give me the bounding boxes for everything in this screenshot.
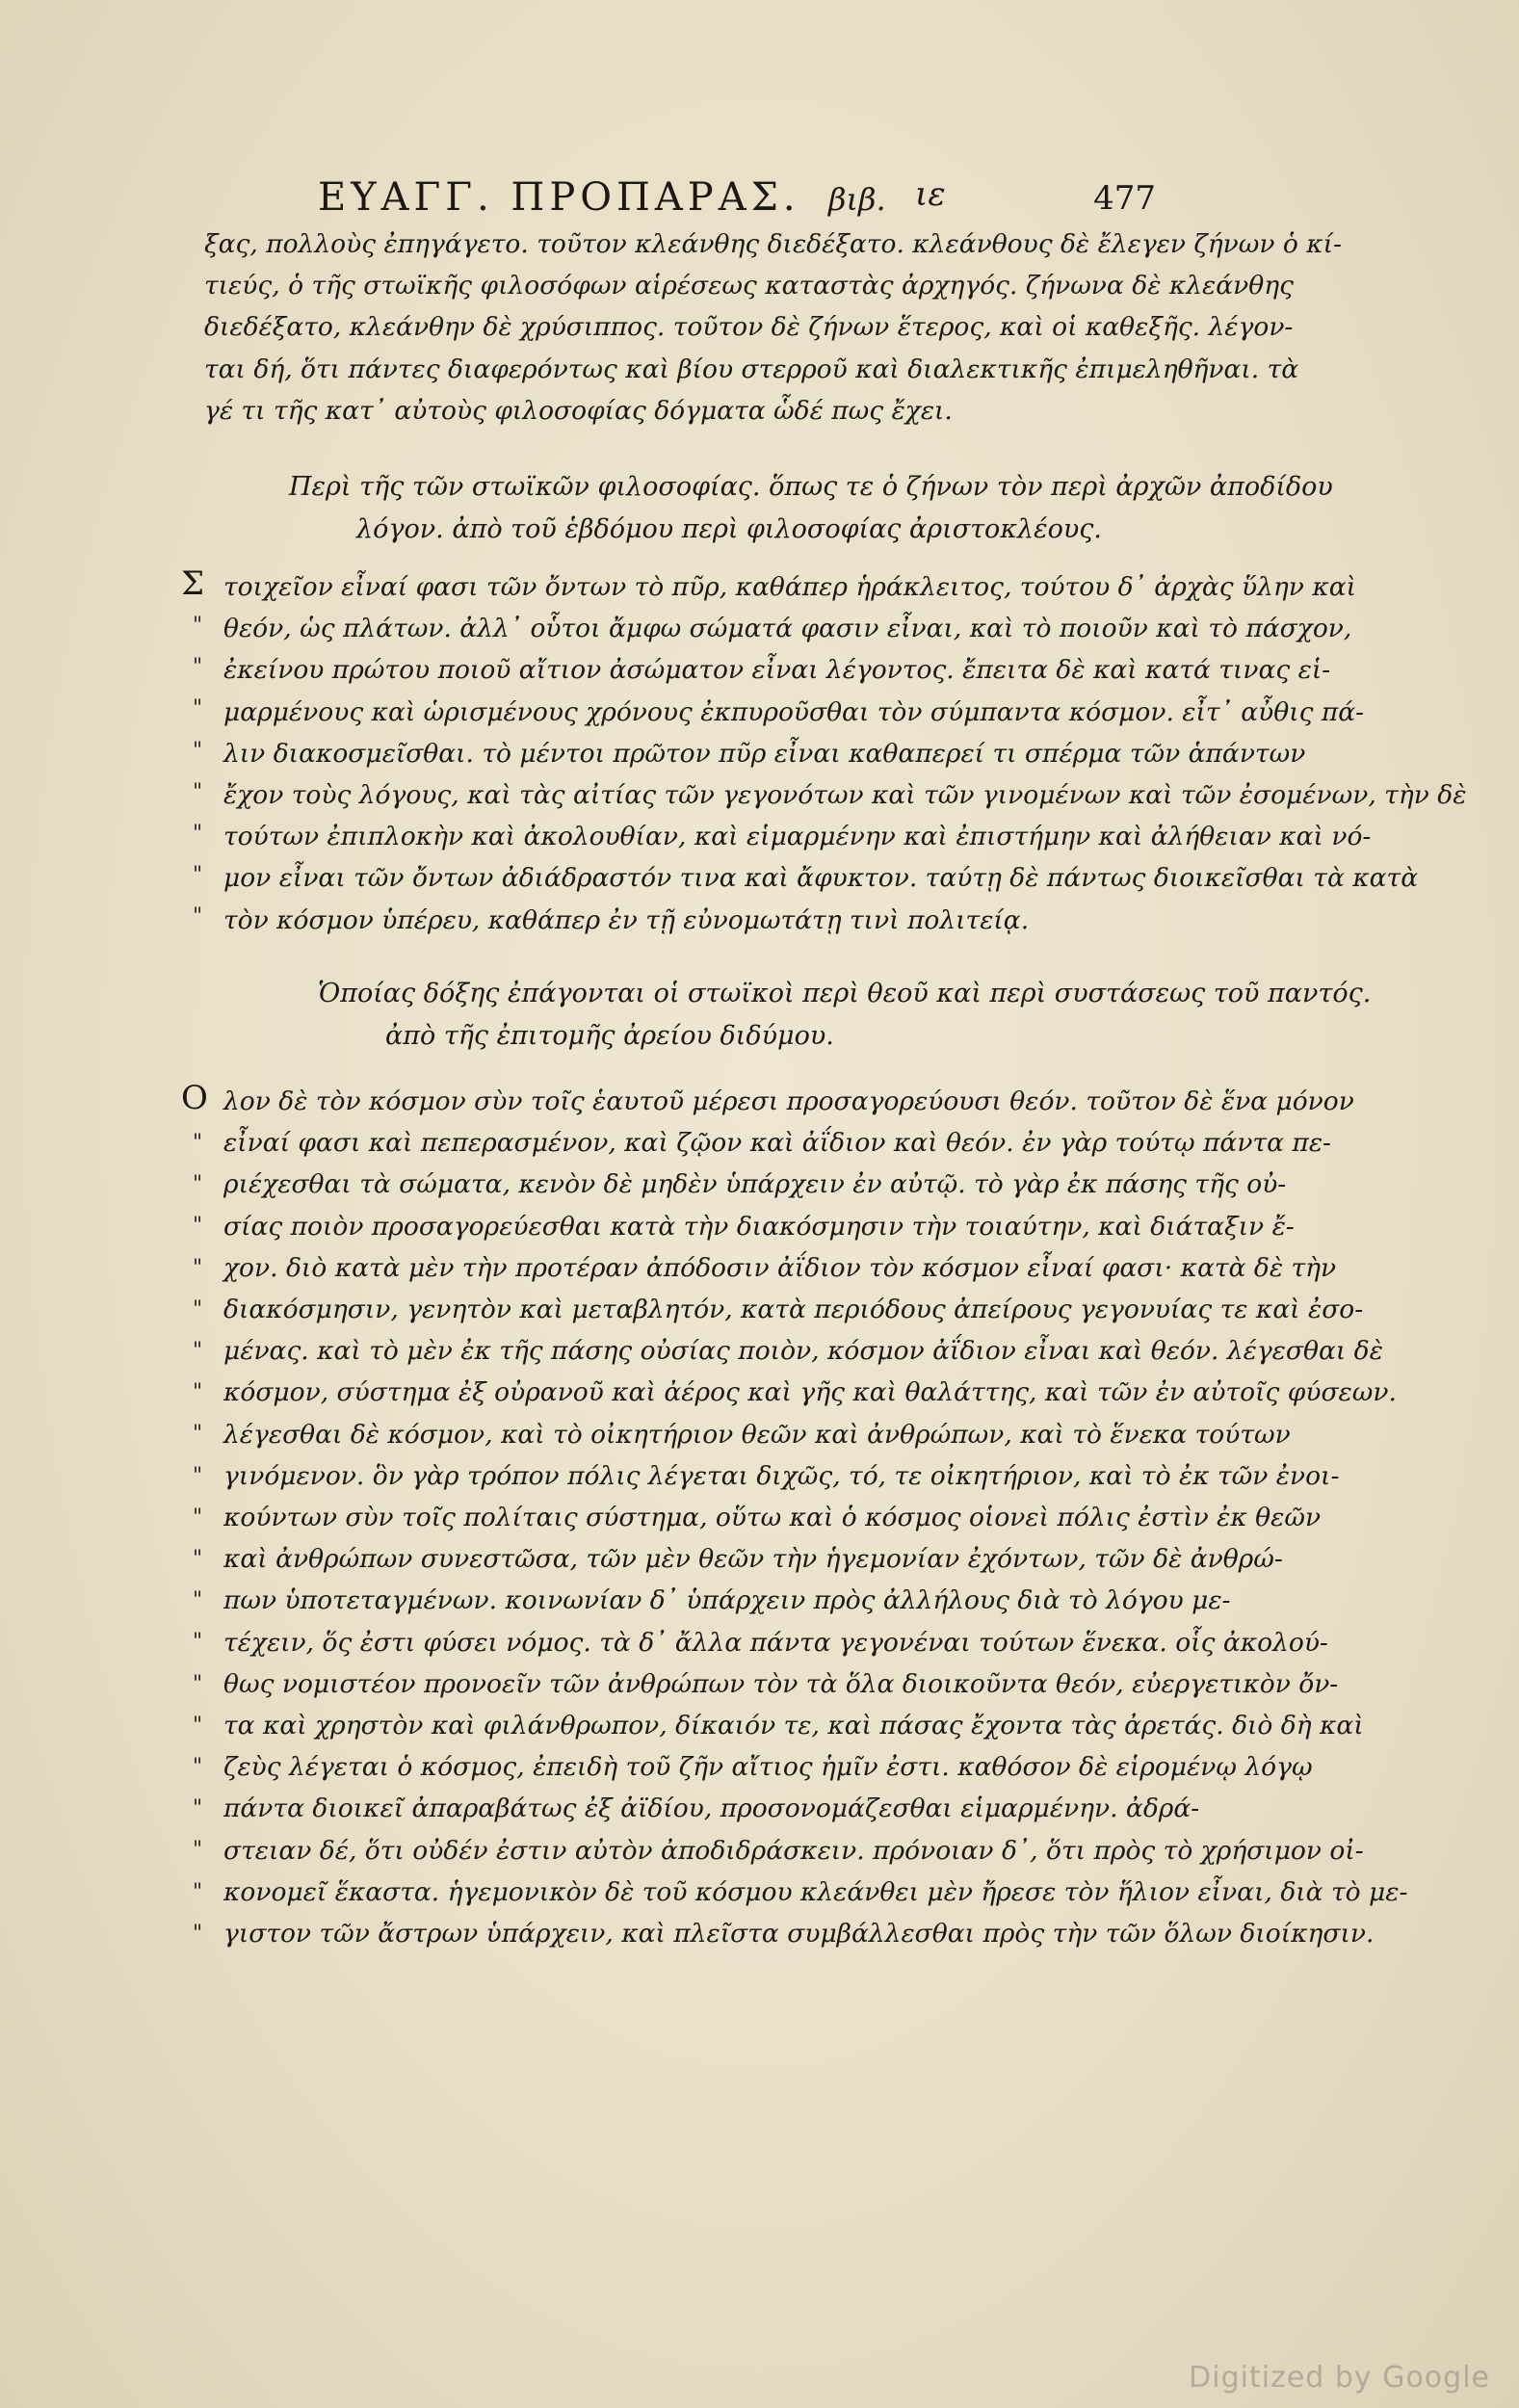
quotation-marks: " " " " " " " " [193,614,203,929]
text-line: λον δὲ τὸν κόσμον σὺν τοῖς ἑαυτοῦ μέρεσι προσαγορεύουσι θεόν. τοῦτον δὲ ἕνα μόνον [223,1086,1354,1116]
text-line: ται δή, ὅτι πάντες διαφερόντως καὶ βίου στερροῦ καὶ διαλεκτικῆς ἐπιμεληθῆναι. τὰ [204,353,1299,384]
text-line: λιν διακοσμεῖσθαι. τὸ μέντοι πρῶτον πῦρ εἶναι καθαπερεί τι σπέρμα τῶν ἁπάντων [223,738,1306,769]
text-line: τιεύς, ὁ τῆς στωϊκῆς φιλοσόφων αἱρέσεως καταστὰς ἀρχηγός. ζήνωνα δὲ κλεάνθης [204,271,1294,301]
text-line: γιστον τῶν ἄστρων ὑπάρχειν, καὶ πλεῖστα συμβάλλεσθαι πρὸς τὴν τῶν ὅλων διοίκησιν. [223,1919,1375,1950]
text-line: πων ὑποτεταγμένων. κοινωνίαν δ᾽ ὑπάρχειν πρὸς ἀλλήλους διὰ τὸ λόγου με- [223,1585,1231,1616]
text-line: τέχειν, ὅς ἐστι φύσει νόμος. τὰ δ᾽ ἄλλα πάντα γεγονέναι τούτων ἕνεκα. οἷς ἀκολού- [223,1627,1328,1658]
heading-line: Ὁποίας δόξης ἐπάγονται οἱ στωϊκοὶ περὶ θεοῦ καὶ περὶ συστάσεως τοῦ παντός. [318,979,1372,1008]
text-line: ζεὺς λέγεται ὁ κόσμος, ἐπειδὴ τοῦ ζῆν αἴτιος ἡμῖν ἐστι. καθόσον δὲ εἱρομένῳ λόγῳ [223,1752,1313,1783]
text-line: κόσμον, σύστημα ἐξ οὐρανοῦ καὶ ἀέρος καὶ γῆς καὶ θαλάττης, καὶ τῶν ἐν αὐτοῖς φύσεων. [223,1377,1397,1408]
heading-line: λόγον. ἀπὸ τοῦ ἑβδόμου περὶ φιλοσοφίας ἀριστοκλέους. [356,514,1102,544]
text-line: θεόν, ὡς πλάτων. ἀλλ᾽ οὗτοι ἄμφω σώματά φασιν εἶναι, καὶ τὸ ποιοῦν καὶ τὸ πάσχον, [223,614,1352,644]
text-line: χον. διὸ κατὰ μὲν τὴν προτέραν ἀπόδοσιν ἀΐδιον τὸν κόσμον εἶναί φασι· κατὰ δὲ τὴν [223,1252,1337,1283]
text-line: μον εἶναι τῶν ὄντων ἀδιάδραστόν τινα καὶ ἄφυκτον. ταύτῃ δὲ πάντως διοικεῖσθαι τὰ κατὰ [223,863,1419,894]
text-line: κονομεῖ ἕκαστα. ἡγεμονικὸν δὲ τοῦ κόσμου κλεάνθει μὲν ἤρεσε τὸν ἥλιον εἶναι, διὰ τὸ με- [223,1876,1408,1907]
quotation-marks: " " " " " " " " " " " " " " " " " " " " [193,1131,203,1946]
heading-line: Περὶ τῆς τῶν στωϊκῶν φιλοσοφίας. ὅπως τε ὁ ζήνων τὸν περὶ ἀρχῶν ἀποδίδου [289,472,1333,502]
text-line: θως νομιστέον προνοεῖν τῶν ἀνθρώπων τὸν τὰ ὅλα διοικοῦντα θεόν, εὐεργετικὸν ὄν- [223,1668,1339,1699]
section-heading-2 [318,973,1372,1058]
initial-letter-sigma: Σ [181,564,205,603]
running-title: ΕΥΑΓΓ. ΠΡΟΠΑΡΑΣ. [318,175,800,220]
text-line: μένας. καὶ τὸ μὲν ἐκ τῆς πάσης οὐσίας ποιὸν, κόσμον ἀΐδιον εἶναι καὶ θεόν. λέγεσθαι δὲ [223,1336,1383,1367]
text-line: τα καὶ χρηστὸν καὶ φιλάνθρωπον, δίκαιόν τε, καὶ πάσας ἔχοντα τὰς ἀρετάς. διὸ δὴ καὶ [223,1711,1364,1741]
text-line: σίας ποιὸν προσαγορεύεσθαι κατὰ τὴν διακόσμησιν τὴν τοιαύτην, καὶ διάταξιν ἔ- [223,1211,1295,1242]
initial-letter-omicron: Ο [181,1079,208,1117]
text-line: τούτων ἐπιπλοκὴν καὶ ἀκολουθίαν, καὶ εἱμαρμένην καὶ ἐπιστήμην καὶ ἀλήθειαν καὶ νό- [223,822,1372,852]
text-line: ἐκείνου πρώτου ποιοῦ αἴτιον ἀσώματον εἶναι λέγοντος. ἔπειτα δὲ καὶ κατά τινας εἱ- [223,655,1331,686]
text-line: κούντων σὺν τοῖς πολίταις σύστημα, οὕτω καὶ ὁ κόσμος οἱονεὶ πόλις ἐστὶν ἐκ θεῶν [223,1503,1322,1533]
text-line: τὸν κόσμον ὑπέρευ, καθάπερ ἐν τῇ εὐνομωτάτῃ τινὶ πολιτείᾳ. [223,904,1030,935]
text-line: καὶ ἀνθρώπων συνεστῶσα, τῶν μὲν θεῶν τὴν ἡγεμονίαν ἐχόντων, τῶν δὲ ἀνθρώ- [223,1544,1283,1575]
text-line: ἔχον τοὺς λόγους, καὶ τὰς αἰτίας τῶν γεγονότων καὶ τῶν γινομένων καὶ τῶν ἐσομένων, τὴν δὲ [223,780,1467,811]
text-line: ξας, πολλοὺς ἐπηγάγετο. τοῦτον κλεάνθης διεδέξατο. κλεάνθους δὲ ἔλεγεν ζήνων ὁ κί- [204,229,1342,259]
text-line: στειαν δέ, ὅτι οὐδέν ἐστιν αὐτὸν ἀποδιδράσκειν. πρόνοιαν δ᾽, ὅτι πρὸς τὸ χρήσιμον οἰ- [223,1835,1364,1866]
digitized-watermark: Digitized by Google [1189,2361,1490,2395]
text-line: γινόμενον. ὃν γὰρ τρόπον πόλις λέγεται διχῶς, τό, τε οἰκητήριον, καὶ τὸ ἐκ τῶν ἐνοι- [223,1460,1340,1491]
text-line: τοιχεῖον εἶναί φασι τῶν ὄντων τὸ πῦρ, καθάπερ ἡράκλειτος, τούτου δ᾽ ἀρχὰς ὕλην καὶ [223,572,1356,602]
section3-text [223,1081,1408,1954]
text-line: λέγεσθαι δὲ κόσμον, καὶ τὸ οἰκητήριον θεῶν καὶ ἀνθρώπων, καὶ τὸ ἕνεκα τούτων [223,1419,1291,1450]
text-line: διακόσμησιν, γενητὸν καὶ μεταβλητόν, κατὰ περιόδους ἀπείρους γεγονυίας τε καὶ ἐσο- [223,1295,1364,1325]
section-heading-1 [289,466,1333,551]
book-marker: βιβ. [828,181,886,218]
page-number: 477 [1093,179,1156,218]
text-line: ριέχεσθαι τὰ σώματα, κενὸν δὲ μηδὲν ὑπάρχειν ἐν αὐτῷ. τὸ γὰρ ἐκ πάσης τῆς οὐ- [223,1169,1287,1200]
text-line: διεδέξατο, κλεάνθην δὲ χρύσιππος. τοῦτον δὲ ζήνων ἕτερος, καὶ οἱ καθεξῆς. λέγον- [204,312,1294,343]
section2-text [223,566,1467,941]
text-line: μαρμένους καὶ ὡρισμένους χρόνους ἐκπυροῦσθαι τὸν σύμπαντα κόσμον. εἶτ᾽ αὖθις πά- [223,696,1365,727]
text-line: γέ τι τῆς κατ᾽ αὐτοὺς φιλοσοφίας δόγματα ὧδέ πως ἔχει. [204,395,953,426]
heading-line: ἀπὸ τῆς ἐπιτομῆς ἀρείου διδύμου. [385,1021,834,1051]
section1-text [204,223,1342,432]
text-line: εἶναί φασι καὶ πεπερασμένον, καὶ ζῷον καὶ ἀΐδιον καὶ θεόν. ἐν γὰρ τούτῳ πάντα πε- [223,1128,1331,1159]
text-line: πάντα διοικεῖ ἀπαραβάτως ἐξ ἀϊδίου, προσονομάζεσθαι εἱμαρμένην. ἀδρά- [223,1793,1200,1824]
chapter-marker: ιε [915,175,946,214]
